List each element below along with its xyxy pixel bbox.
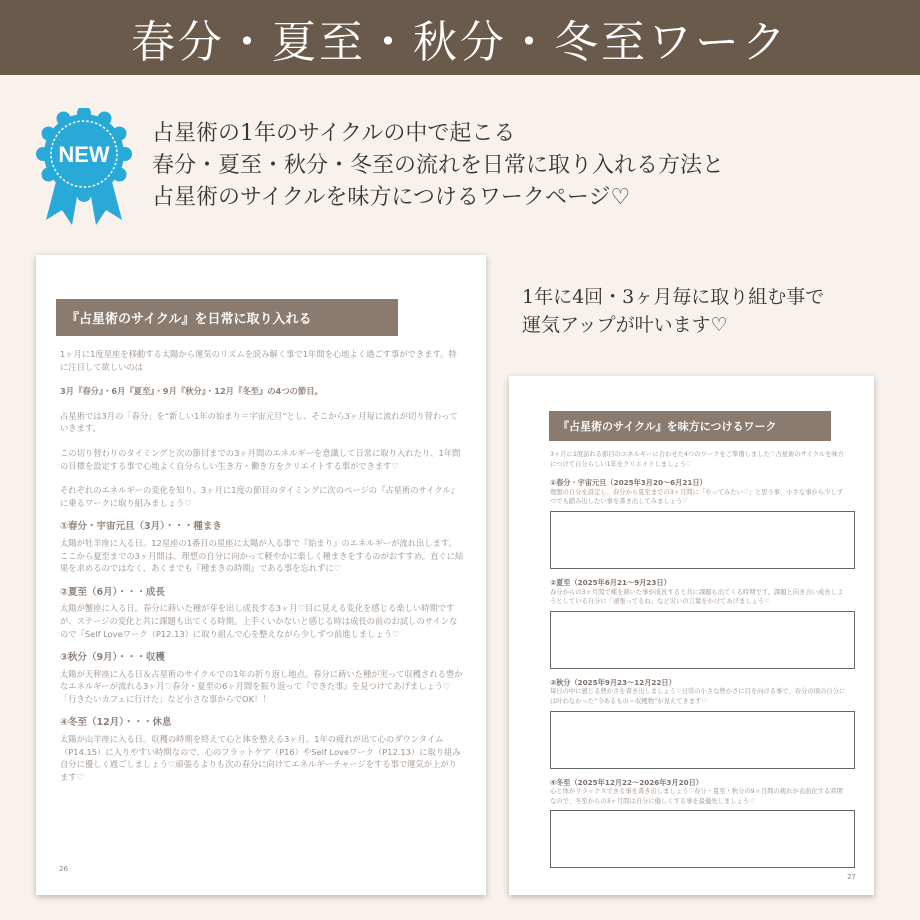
section-body: 太陽が山羊座に入る日。収穫の時期を終えて心と体を整える3ヶ月。1年の疲れが出て心のダウンタイム（P14.15）に入りやすい時期なので、心のフラットケア（P16）やSelf Loveワーク（P12.13）に取り組み自分に優しく過ごしましょう♡頑張るよりも次の春分に向けてエネルギーチャージをする事で運気が上がります♡: [60, 734, 461, 782]
work-heading: ②夏至（2025年6月21〜9月23日）: [550, 577, 671, 587]
answer-box[interactable]: [550, 511, 855, 569]
work-heading: ④冬至（2025年12月22〜2026年3月20日）: [550, 777, 703, 787]
section-body: 太陽が牡羊座に入る日。12星座の1番目の星座に太陽が入る事で『始まり』のエネルギーが流れ出します。ここから夏至までの3ヶ月間は、理想の自分に向かって軽やかに楽しく種まきをするのがおすすめ。直ぐに結果を求めるのではなく、あくまでも『種まきの時期』である事を忘れずに♡: [60, 537, 464, 574]
title-banner: [0, 0, 920, 75]
intro-line: 占星術の1年のサイクルの中で起こる: [152, 121, 516, 146]
side-note: [522, 283, 902, 339]
paragraph: 1ヶ月に1度星座を移動する太陽から運気のリズムを読み解く事で1年間を心地よく過ごす事ができます。特に注目して欲しいのは: [60, 349, 457, 372]
paragraph-highlight: 3月『春分』・6月『夏至』・9月『秋分』・12月『冬至』の4つの節目。: [60, 386, 323, 397]
paragraph: 占星術では3月の「春分」を“新しい1年の始まり＝宇宙元旦”とし、そこから3ヶ月毎に流れが切り替わっていきます。: [60, 410, 458, 434]
intro-line: 占星術のサイクルを味方につけるワークページ♡: [152, 185, 631, 210]
page-number: 27: [847, 873, 856, 881]
side-note-line: 運気アップが叶います♡: [522, 314, 728, 336]
work-heading: ③秋分（2025年9月23〜12月22日）: [550, 677, 676, 687]
left-page: [36, 255, 486, 895]
section-body: 太陽が天秤座に入る日＆占星術のサイクルでの1年の折り返し地点。春分に蒔いた種が実って収穫される豊かなエネルギーが流れる3ヶ月♡春分・夏至の6ヶ月間を振り返って『できた事』を見つけてあげましょう♡「行きたいカフェに行けた」など小さな事からでOK！！: [60, 668, 463, 704]
answer-box[interactable]: [550, 611, 855, 669]
answer-box[interactable]: [550, 711, 855, 769]
section-heading: ①春分・宇宙元旦（3月）・・・種まき: [60, 521, 222, 533]
right-page-content: [550, 450, 848, 868]
work-body: 心と体がリラックスできる事を書き出しましょう♡春分・夏至・秋分の9ヶ月間の疲れが表面化する時期なので、冬至からの3ヶ月間は自分に優しくする事を最優先しましょう♡: [550, 788, 843, 805]
left-page-header: 『占星術のサイクル』を日常に取り入れる: [56, 299, 398, 336]
intro-line: 春分・夏至・秋分・冬至の流れを日常に取り入れる方法と: [152, 153, 725, 178]
work-body: 理想の自分を設定し、春分から夏至までの3ヶ月間に「やってみたい♡」と思う事、小さな事から少しずつでも踏み出したい事を書き出してみましょう♡: [550, 488, 844, 506]
section-heading: ③秋分（9月）・・・収穫: [60, 652, 165, 664]
work-body: 毎日の中に感じる豊かさを書き出しましょう♡日常の小さな豊かさに目を向ける事で、春分の頃の自分には叶わなかった“今あるもの＝収穫物”が見えてきます♡: [550, 688, 846, 705]
paragraph: 3ヶ月に1度訪れる節目のエネルギーに合わせた4つのワークをご準備しました♡占星術のサイクルを味方につけて自分らしい1年をクリエイトしましょう♡: [550, 451, 844, 468]
section-heading: ④冬至（12月）・・・休息: [60, 717, 172, 729]
answer-box[interactable]: [550, 810, 855, 868]
new-badge-icon: [36, 108, 132, 228]
badge-label: NEW: [58, 142, 110, 167]
section-heading: ②夏至（6月）・・・成長: [60, 586, 165, 598]
side-note-line: 1年に4回・3ヶ月毎に取り組む事で: [522, 286, 825, 308]
right-page-header: 『占星術のサイクル』を味方につけるワーク: [549, 411, 831, 441]
work-heading: ①春分・宇宙元旦（2025年3月20〜6月21日）: [550, 478, 707, 488]
right-page: [509, 376, 874, 895]
paragraph: それぞれのエネルギーの変化を知り、3ヶ月に1度の節目のタイミングに次のページの『占星術のサイクル』に乗るワークに取り組みましょう♡: [60, 485, 460, 508]
page-number: 26: [59, 865, 68, 873]
page-title: 春分・夏至・秋分・冬至ワーク: [131, 16, 789, 68]
left-page-content: [60, 348, 464, 783]
work-body: 春分からの3ヶ月間で種を蒔いた事が成長すると共に課題も出てくる時期です。課題と向き合い成長しようとしている自分に「頑張ってるね」など労いの言葉をかけてあげましょう♡: [550, 588, 844, 606]
paragraph: この切り替わりのタイミングと次の節目までの3ヶ月間のエネルギーを意識して日常に取り入れたり、1年間の目標を設定する事で心地よく自分らしい生き方・働き方をクリエイトする事ができます♡: [60, 447, 461, 471]
intro-text: [152, 118, 892, 214]
section-body: 太陽が蟹座に入る日。春分に蒔いた種が芽を出し成長する3ヶ月♡目に見える変化を感じる楽しい時期ですが、ステージの変化と共に課題も出てくる時期。上手くいかないと感じる時は成長の前のお試しのサインなので『Self Loveワーク（P12.13）に取り組んで心を整えながら少しずつ前進しましょう♡: [60, 603, 458, 639]
